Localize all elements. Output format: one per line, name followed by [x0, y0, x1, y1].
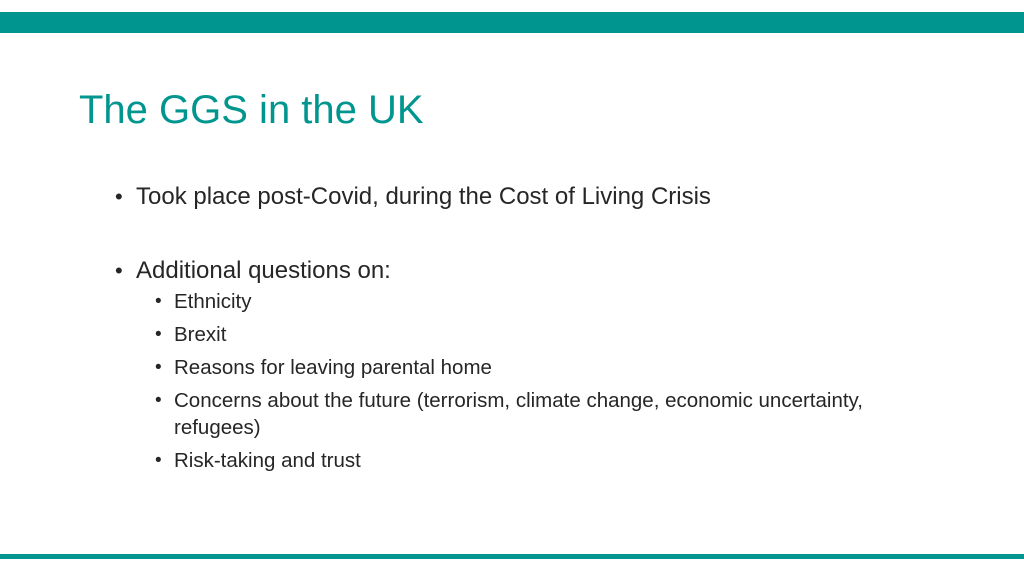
- sub-bullet-glyph: •: [155, 357, 162, 378]
- sub-bullet-text: Ethnicity: [174, 290, 252, 313]
- bullet-item: [115, 254, 875, 288]
- sub-bullet-glyph: •: [155, 291, 162, 312]
- sub-bullet-glyph: •: [155, 450, 162, 471]
- sub-bullet-glyph: •: [155, 324, 162, 345]
- sub-bullet-item: [155, 354, 875, 381]
- sub-bullet-text: Risk-taking and trust: [174, 449, 361, 472]
- bullet-glyph: •: [115, 184, 123, 209]
- sub-bullet-text: Brexit: [174, 323, 227, 346]
- slide-body: [115, 180, 875, 480]
- slide-title: The GGS in the UK: [79, 88, 424, 132]
- bullet-glyph: •: [115, 258, 123, 283]
- sub-bullet-item: [155, 288, 875, 315]
- bottom-accent-bar: [0, 554, 1024, 559]
- sub-bullet-glyph: •: [155, 390, 162, 411]
- sub-bullet-item: [155, 447, 875, 474]
- sub-bullet-item: [155, 321, 875, 348]
- bullet-text: Additional questions on:: [136, 257, 391, 284]
- bullet-item: [115, 180, 875, 214]
- sub-bullet-item: [155, 387, 875, 441]
- top-accent-bar: [0, 12, 1024, 33]
- sub-bullet-text: Concerns about the future (terrorism, climate change, economic uncertainty, refugees): [174, 389, 863, 439]
- sub-bullet-text: Reasons for leaving parental home: [174, 356, 492, 379]
- bullet-text: Took place post-Covid, during the Cost of Living Crisis: [136, 183, 711, 210]
- sub-bullet-list: [155, 288, 875, 474]
